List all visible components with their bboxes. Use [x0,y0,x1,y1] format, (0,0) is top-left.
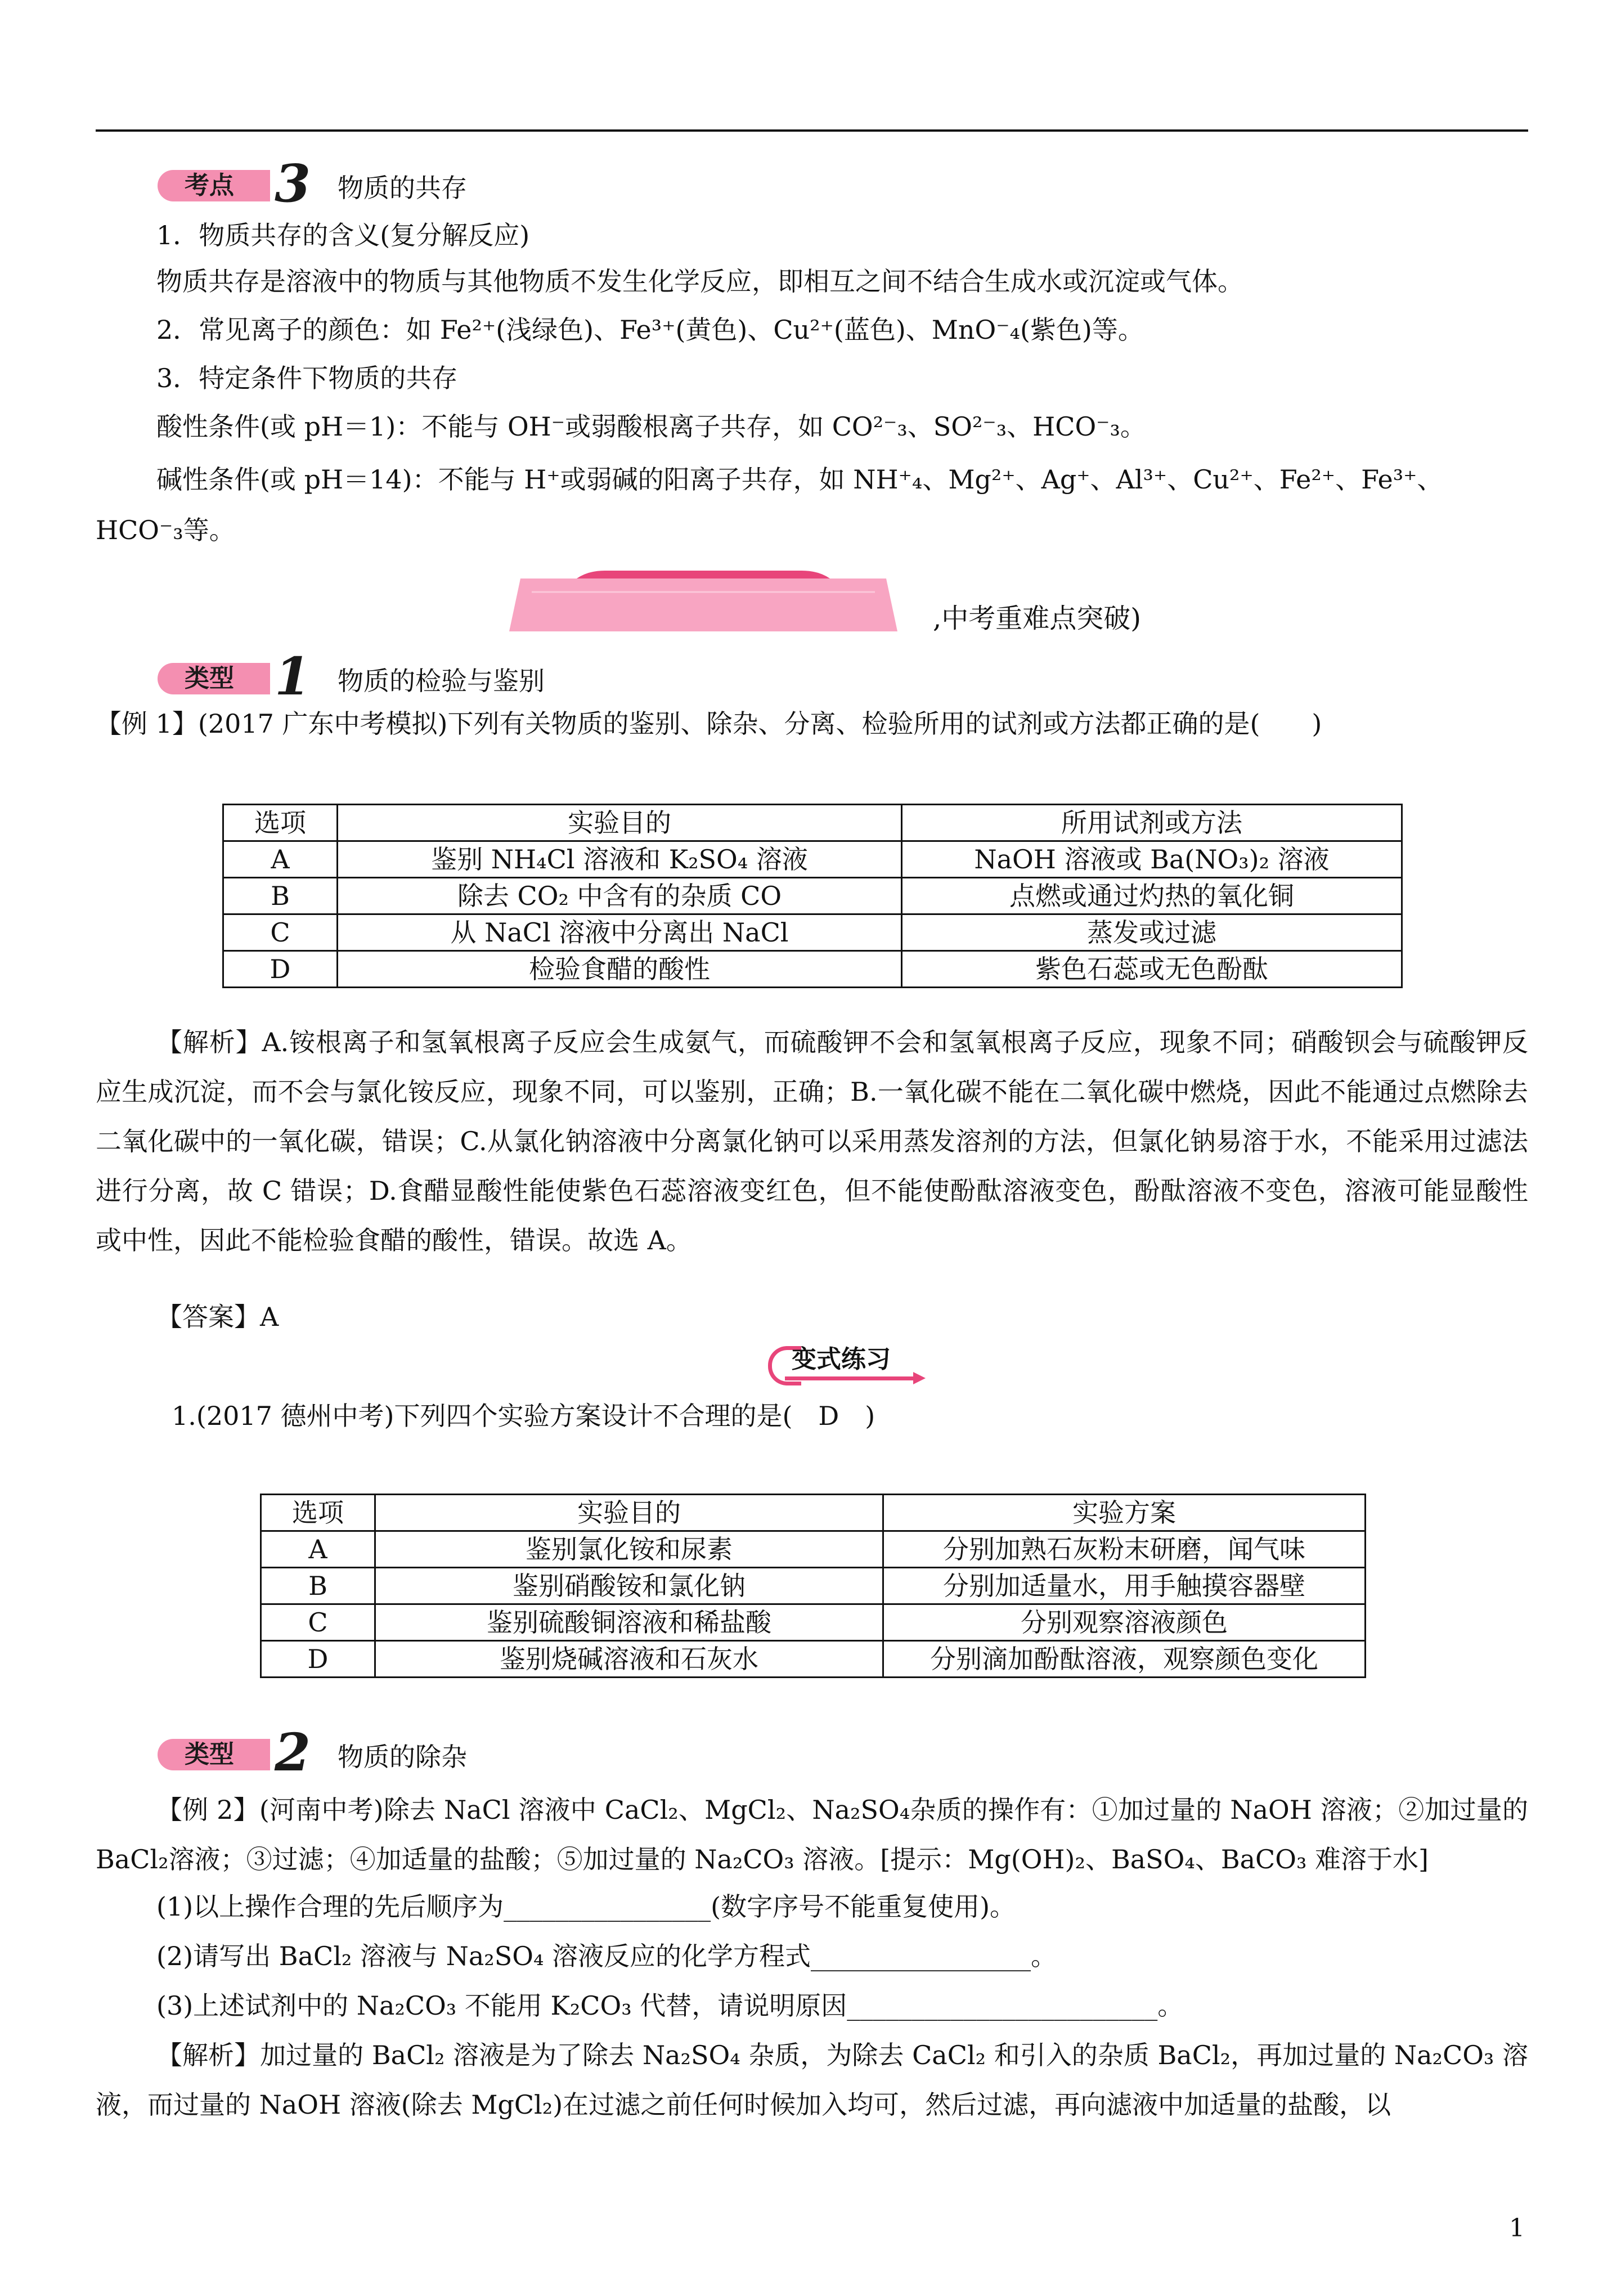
text-line: 碱性条件(或 pH＝14)：不能与 H⁺或弱碱的阳离子共存，如 NH⁺₄、Mg²⁺、Ag⁺、Al³⁺、Cu²⁺、Fe²⁺、Fe³⁺、 [156,464,1443,495]
section-tag-kaodian-3 [158,153,551,214]
text-line: 物质共存是溶液中的物质与其他物质不发生化学反应，即相互之间不结合生成水或沉淀或气体。 [156,266,1243,297]
table-cell: 鉴别氯化铵和尿素 [375,1531,883,1568]
text-line: 3．特定条件下物质的共存 [156,363,458,393]
header-rule [96,129,1528,132]
arrow-right-icon [913,1372,926,1384]
table-cell: A [261,1531,375,1568]
section-title: 物质的共存 [338,173,467,203]
table-cell: 分别加熟石灰粉末研磨，闻气味 [883,1531,1366,1568]
example-2-subquestion-3: (3)上述试剂中的 Na₂CO₃ 不能用 K₂CO₃ 代替，请说明原因________________________。 [156,1990,1184,2021]
example-2-question: 【例 2】(河南中考)除去 NaCl 溶液中 CaCl₂、MgCl₂、Na₂SO₄杂质的操作有：①加过量的 NaOH 溶液；②加过量的 BaCl₂溶液；③过滤；④加适量的盐酸；⑤加过量的 Na₂CO₃ 溶液。[提示：Mg(OH)₂、BaSO₄、BaCO₃ 难溶于水] [96,1795,1528,1875]
table-header-cell: 选项 [261,1495,375,1531]
table-cell: 分别加适量水，用手触摸容器壁 [883,1568,1366,1604]
table-cell: 点燃或通过灼热的氧化铜 [902,878,1402,914]
variant-table [260,1494,1366,1678]
example-1-answer: 【答案】A [156,1302,279,1332]
section-banner [509,569,897,631]
table-row [223,841,1402,878]
text-line: 1．物质共存的含义(复分解反应) [156,220,530,250]
table-header-cell: 选项 [223,805,338,841]
table-cell: 分别观察溶液颜色 [883,1604,1366,1641]
table-header-cell: 实验方案 [883,1495,1366,1531]
table-cell: 分别滴加酚酞溶液，观察颜色变化 [883,1641,1366,1678]
table-row [223,951,1402,988]
table-cell: 除去 CO₂ 中含有的杂质 CO [338,878,902,914]
table-cell: B [223,878,338,914]
tag-label: 类型 [185,664,234,693]
example-2-subquestion-2: (2)请写出 BaCl₂ 溶液与 Na₂SO₄ 溶液反应的化学方程式_________________。 [156,1941,1057,1971]
table-header-cell: 实验目的 [338,805,902,841]
variant-question-1: 1.(2017 德州中考)下列四个实验方案设计不合理的是( D ) [172,1401,875,1431]
section-tag-type-1 [158,646,551,707]
text-line: 酸性条件(或 pH＝1)：不能与 OH⁻或弱酸根离子共存，如 CO²⁻₃、SO²⁻₃、HCO⁻₃。 [156,411,1146,442]
example-1-analysis: 【解析】A.铵根离子和氢氧根离子反应会生成氨气，而硫酸钾不会和氢氧根离子反应，现象不同；硝酸钡会与硫酸钾反应生成沉淀，而不会与氯化铵反应，现象不同，可以鉴别，正确；B.一氧化碳不能在二氧化碳中燃烧，因此不能通过点燃除去二氧化碳中的一氧化碳，错误；C.从氯化钠溶液中分离氯化钠可以采用蒸发溶剂的方法，但氯化钠易溶于水，不能采用过滤法进行分离，故 C 错误；D.食醋显酸性能使紫色石蕊溶液变红色，但不能使酚酞溶液变色，酚酞溶液不变色，溶液可能显酸性或中性，因此不能检验食醋的酸性，错误。故选 A。 [96,1027,1528,1255]
example-2-analysis: 【解析】加过量的 BaCl₂ 溶液是为了除去 Na₂SO₄ 杂质，为除去 CaCl₂ 和引入的杂质 BaCl₂，再加过量的 Na₂CO₃ 溶液，而过量的 NaOH 溶液(除去 MgCl₂)在过滤之前任何时候加入均可，然后过滤，再向滤液中加适量的盐酸，以 [96,2040,1528,2120]
variant-label-text: 变式练习 [792,1345,891,1374]
table-cell: NaOH 溶液或 Ba(NO₃)₂ 溶液 [902,841,1402,878]
page-number: 1 [1509,2214,1525,2243]
table-row [261,1531,1366,1568]
table-cell: C [261,1604,375,1641]
table-header-cell: 所用试剂或方法 [902,805,1402,841]
example-2-subquestion-1: (1)以上操作合理的先后顺序为________________(数字序号不能重复使用)。 [156,1891,1016,1922]
table-row [223,914,1402,951]
example-1-table [222,804,1403,988]
variant-underline [785,1376,914,1380]
table-row [223,878,1402,914]
table-row [261,1641,1366,1678]
section-title: 物质的检验与鉴别 [338,666,545,696]
table-cell: C [223,914,338,951]
table-cell: 从 NaCl 溶液中分离出 NaCl [338,914,902,951]
variant-practice-label [768,1344,931,1383]
table-cell: 鉴别烧碱溶液和石灰水 [375,1641,883,1678]
text-line: 2．常见离子的颜色：如 Fe²⁺(浅绿色)、Fe³⁺(黄色)、Cu²⁺(蓝色)、MnO⁻₄(紫色)等。 [156,315,1144,345]
table-cell: A [223,841,338,878]
table-header-row [261,1495,1366,1531]
table-cell: 鉴别硝酸铵和氯化钠 [375,1568,883,1604]
table-cell: 紫色石蕊或无色酚酞 [902,951,1402,988]
table-cell: B [261,1568,375,1604]
table-cell: 蒸发或过滤 [902,914,1402,951]
example-1-question: 【例 1】(2017 广东中考模拟)下列有关物质的鉴别、除杂、分离、检验所用的试剂或方法都正确的是( ) [96,708,1322,739]
tag-label: 类型 [185,1740,234,1769]
tag-label: 考点 [185,171,234,200]
section-tag-type-2 [158,1722,551,1783]
section-title: 物质的除杂 [338,1742,467,1772]
table-row [261,1604,1366,1641]
text-line: HCO⁻₃等。 [96,515,235,545]
table-cell: 鉴别硫酸铜溶液和稀盐酸 [375,1604,883,1641]
table-cell: D [261,1641,375,1678]
tag-number: 2 [275,1722,311,1783]
banner-title: ,中考重难点突破) [933,603,1141,634]
tag-number: 1 [275,646,311,707]
tag-number: 3 [275,153,311,214]
table-cell: 检验食醋的酸性 [338,951,902,988]
table-cell: D [223,951,338,988]
table-row [261,1568,1366,1604]
table-cell: 鉴别 NH₄Cl 溶液和 K₂SO₄ 溶液 [338,841,902,878]
table-header-cell: 实验目的 [375,1495,883,1531]
table-header-row [223,805,1402,841]
